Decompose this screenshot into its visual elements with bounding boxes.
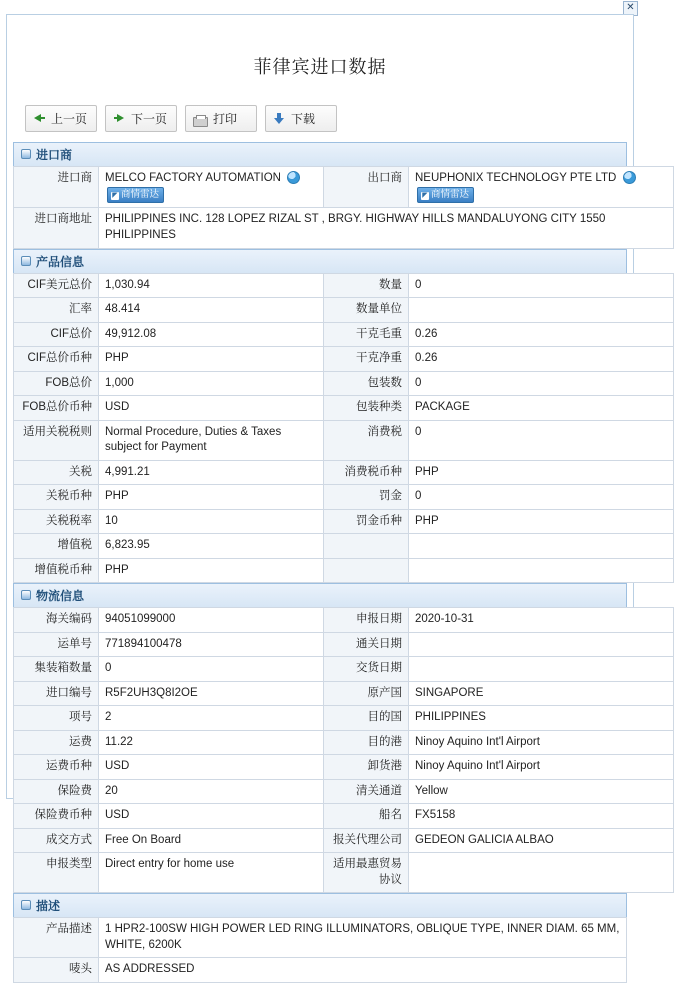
table-row	[14, 347, 674, 372]
product-label-left-3: CIF总价币种	[14, 347, 99, 372]
logistics-label-right-6: 卸货港	[324, 755, 409, 780]
table-row	[14, 208, 674, 248]
prev-page-label: 上一页	[51, 112, 88, 126]
logistics-value-right-8: FX5158	[409, 804, 674, 829]
product-value-left-9: 10	[99, 509, 324, 534]
logistics-section	[13, 583, 627, 893]
product-label-right-10	[324, 534, 409, 559]
logistics-label-left-8: 保险费币种	[14, 804, 99, 829]
description-section	[13, 893, 627, 983]
product-value-right-10	[409, 534, 674, 559]
product-label-right-6: 消费税	[324, 420, 409, 460]
arrow-right-icon	[113, 112, 126, 125]
table-row	[14, 534, 674, 559]
logistics-label-left-6: 运费币种	[14, 755, 99, 780]
printer-icon	[193, 117, 208, 127]
logistics-value-left-8: USD	[99, 804, 324, 829]
next-page-label: 下一页	[131, 112, 168, 126]
document-frame	[6, 14, 634, 976]
description-table	[13, 917, 627, 983]
table-row	[14, 371, 674, 396]
logistics-label-right-0: 申报日期	[324, 608, 409, 633]
exporter-badge-label: 商情雷达	[431, 188, 470, 200]
table-row	[14, 485, 674, 510]
logistics-label-right-7: 清关通道	[324, 779, 409, 804]
product-label-left-9: 关税税率	[14, 509, 99, 534]
product-value-left-7: 4,991.21	[99, 460, 324, 485]
product-value-left-6: Normal Procedure, Duties & Taxes subject for Payment	[99, 420, 324, 460]
description-label-0: 产品描述	[14, 918, 99, 958]
table-row	[14, 918, 627, 958]
importer-radar-badge[interactable]	[107, 187, 164, 204]
exporter-value-cell	[409, 167, 674, 208]
logistics-value-left-7: 20	[99, 779, 324, 804]
table-row	[14, 958, 627, 983]
table-row	[14, 420, 674, 460]
radar-icon: ◤	[422, 191, 428, 199]
table-row	[14, 804, 674, 829]
logistics-table	[13, 607, 674, 893]
logistics-value-right-1	[409, 632, 674, 657]
description-label-1: 唛头	[14, 958, 99, 983]
arrow-left-icon	[33, 112, 46, 125]
product-section	[13, 249, 627, 584]
product-value-left-5: USD	[99, 396, 324, 421]
table-row	[14, 396, 674, 421]
exporter-radar-badge[interactable]	[417, 187, 474, 204]
product-value-left-3: PHP	[99, 347, 324, 372]
logistics-value-left-6: USD	[99, 755, 324, 780]
product-section-heading	[13, 249, 627, 273]
description-section-heading	[13, 893, 627, 917]
product-value-left-2: 49,912.08	[99, 322, 324, 347]
logistics-value-left-0: 94051099000	[99, 608, 324, 633]
table-row	[14, 681, 674, 706]
table-row	[14, 657, 674, 682]
importer-section-heading	[13, 142, 627, 166]
logistics-value-left-9: Free On Board	[99, 828, 324, 853]
product-value-right-11	[409, 558, 674, 583]
page-title: 菲律宾进口数据	[253, 57, 387, 77]
product-value-right-9: PHP	[409, 509, 674, 534]
logistics-label-left-3: 进口编号	[14, 681, 99, 706]
importer-badge-label: 商情雷达	[121, 188, 160, 200]
radar-icon: ◤	[112, 191, 118, 199]
table-row	[14, 853, 674, 893]
table-row	[14, 608, 674, 633]
logistics-value-left-5: 11.22	[99, 730, 324, 755]
logistics-label-left-10: 申报类型	[14, 853, 99, 893]
table-row	[14, 322, 674, 347]
logistics-value-left-3: R5F2UH3Q8I2OE	[99, 681, 324, 706]
product-value-right-4: 0	[409, 371, 674, 396]
logistics-label-right-1: 通关日期	[324, 632, 409, 657]
importer-table	[13, 166, 674, 249]
product-label-left-5: FOB总价币种	[14, 396, 99, 421]
product-value-left-10: 6,823.95	[99, 534, 324, 559]
globe-icon[interactable]	[623, 171, 636, 184]
download-button[interactable]	[265, 105, 337, 132]
logistics-label-right-2: 交货日期	[324, 657, 409, 682]
description-value-0: 1 HPR2-100SW HIGH POWER LED RING ILLUMINATORS, OBLIQUE TYPE, INNER DIAM. 65 MM, WHITE, 6200K	[99, 918, 627, 958]
logistics-value-right-6: Ninoy Aquino Int'l Airport	[409, 755, 674, 780]
logistics-label-left-4: 项号	[14, 706, 99, 731]
product-label-left-11: 增值税币种	[14, 558, 99, 583]
logistics-value-left-10: Direct entry for home use	[99, 853, 324, 893]
product-value-left-1: 48.414	[99, 298, 324, 323]
table-row	[14, 632, 674, 657]
product-label-right-9: 罚金币种	[324, 509, 409, 534]
product-label-right-11	[324, 558, 409, 583]
download-label: 下载	[291, 112, 316, 126]
product-label-right-8: 罚金	[324, 485, 409, 510]
product-label-left-8: 关税币种	[14, 485, 99, 510]
table-row	[14, 730, 674, 755]
logistics-label-right-5: 目的港	[324, 730, 409, 755]
logistics-value-right-0: 2020-10-31	[409, 608, 674, 633]
logistics-label-left-9: 成交方式	[14, 828, 99, 853]
product-table-body	[14, 273, 674, 583]
importer-value-cell	[99, 167, 324, 208]
logistics-label-left-2: 集装箱数量	[14, 657, 99, 682]
exporter-label: 出口商	[324, 167, 409, 208]
logistics-value-left-2: 0	[99, 657, 324, 682]
product-label-right-1: 数量单位	[324, 298, 409, 323]
product-label-left-7: 关税	[14, 460, 99, 485]
table-row	[14, 273, 674, 298]
importer-address-label: 进口商地址	[14, 208, 99, 248]
product-table	[13, 273, 674, 584]
product-heading-label: 产品信息	[36, 254, 85, 269]
table-row	[14, 828, 674, 853]
section-bullet-icon	[21, 900, 31, 910]
table-row	[14, 509, 674, 534]
product-label-right-0: 数量	[324, 273, 409, 298]
product-value-right-5: PACKAGE	[409, 396, 674, 421]
logistics-label-right-10: 适用最惠贸易协议	[324, 853, 409, 893]
product-label-left-4: FOB总价	[14, 371, 99, 396]
importer-heading-label: 进口商	[36, 148, 73, 162]
importer-address-value: PHILIPPINES INC. 128 LOPEZ RIZAL ST , BRGY. HIGHWAY HILLS MANDALUYONG CITY 1550 PHILIPPINES	[99, 208, 674, 248]
globe-icon[interactable]	[287, 171, 300, 184]
section-bullet-icon	[21, 590, 31, 600]
section-bullet-icon	[21, 149, 31, 159]
product-value-left-4: 1,000	[99, 371, 324, 396]
logistics-value-right-2	[409, 657, 674, 682]
logistics-label-left-5: 运费	[14, 730, 99, 755]
description-table-body	[14, 918, 627, 983]
logistics-value-right-3: SINGAPORE	[409, 681, 674, 706]
product-label-right-2: 干克毛重	[324, 322, 409, 347]
product-value-right-1	[409, 298, 674, 323]
logistics-value-right-7: Yellow	[409, 779, 674, 804]
logistics-heading-label: 物流信息	[36, 589, 85, 604]
close-icon[interactable]: ✕	[623, 1, 638, 16]
description-heading-label: 描述	[36, 899, 61, 914]
window-titlebar	[0, 0, 640, 15]
product-value-right-6: 0	[409, 420, 674, 460]
logistics-label-right-4: 目的国	[324, 706, 409, 731]
logistics-table-body	[14, 608, 674, 893]
logistics-value-left-1: 771894100478	[99, 632, 324, 657]
logistics-label-right-9: 报关代理公司	[324, 828, 409, 853]
product-value-right-7: PHP	[409, 460, 674, 485]
print-button[interactable]	[185, 105, 257, 132]
table-row	[14, 558, 674, 583]
logistics-value-right-4: PHILIPPINES	[409, 706, 674, 731]
description-value-1: AS ADDRESSED	[99, 958, 627, 983]
product-label-right-3: 干克净重	[324, 347, 409, 372]
logistics-value-left-4: 2	[99, 706, 324, 731]
product-value-right-3: 0.26	[409, 347, 674, 372]
product-label-right-7: 消费税币种	[324, 460, 409, 485]
exporter-name: NEUPHONIX TECHNOLOGY PTE LTD	[415, 172, 617, 184]
importer-label: 进口商	[14, 167, 99, 208]
next-page-button[interactable]	[105, 105, 177, 132]
table-row	[14, 706, 674, 731]
section-bullet-icon	[21, 256, 31, 266]
product-value-left-0: 1,030.94	[99, 273, 324, 298]
table-row	[14, 755, 674, 780]
print-label: 打印	[213, 112, 238, 126]
product-label-right-4: 包装数	[324, 371, 409, 396]
logistics-section-heading	[13, 583, 627, 607]
bottom-spacer	[7, 983, 633, 997]
toolbar	[7, 105, 633, 142]
importer-name: MELCO FACTORY AUTOMATION	[105, 172, 281, 184]
product-label-left-6: 适用关税税则	[14, 420, 99, 460]
product-label-right-5: 包装种类	[324, 396, 409, 421]
prev-page-button[interactable]	[25, 105, 97, 132]
logistics-value-right-10	[409, 853, 674, 893]
table-row	[14, 460, 674, 485]
logistics-label-right-8: 船名	[324, 804, 409, 829]
table-row	[14, 298, 674, 323]
product-label-left-10: 增值税	[14, 534, 99, 559]
logistics-label-left-0: 海关编码	[14, 608, 99, 633]
product-value-right-0: 0	[409, 273, 674, 298]
product-label-left-2: CIF总价	[14, 322, 99, 347]
logistics-label-left-7: 保险费	[14, 779, 99, 804]
product-value-left-8: PHP	[99, 485, 324, 510]
product-label-left-1: 汇率	[14, 298, 99, 323]
product-label-left-0: CIF美元总价	[14, 273, 99, 298]
product-value-left-11: PHP	[99, 558, 324, 583]
product-value-right-8: 0	[409, 485, 674, 510]
logistics-value-right-9: GEDEON GALICIA ALBAO	[409, 828, 674, 853]
logistics-value-right-5: Ninoy Aquino Int'l Airport	[409, 730, 674, 755]
table-row	[14, 779, 674, 804]
importer-section	[13, 142, 627, 249]
download-icon	[273, 113, 286, 126]
logistics-label-left-1: 运单号	[14, 632, 99, 657]
logistics-label-right-3: 原产国	[324, 681, 409, 706]
table-row	[14, 167, 674, 208]
product-value-right-2: 0.26	[409, 322, 674, 347]
